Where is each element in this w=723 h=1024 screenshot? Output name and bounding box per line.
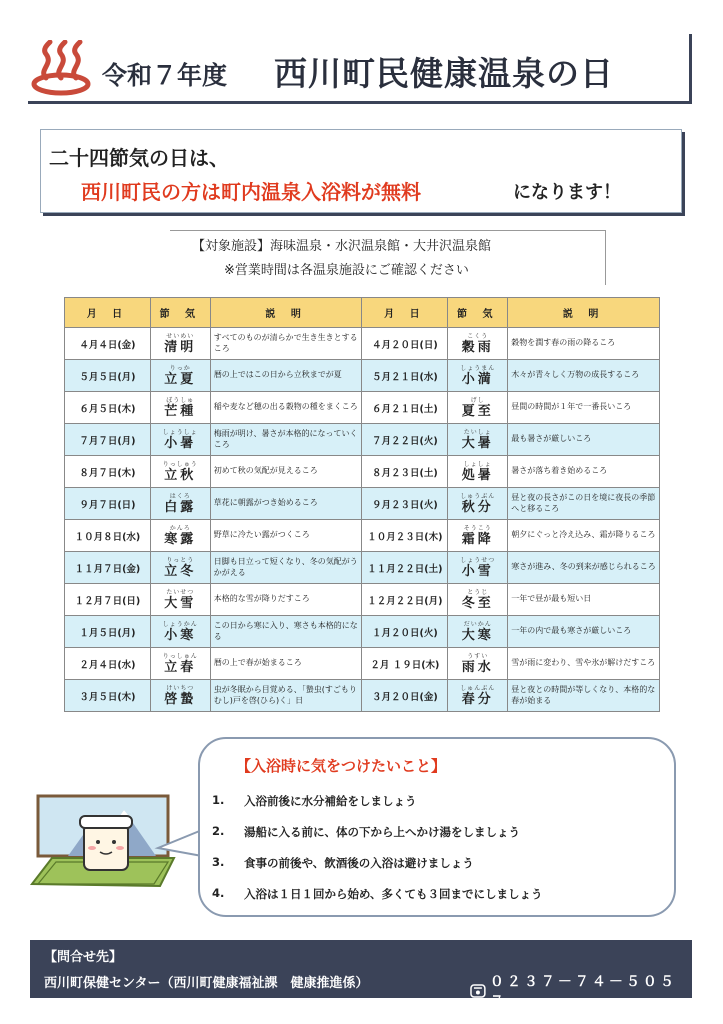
term-description xyxy=(210,392,362,424)
term-cell xyxy=(150,552,210,584)
term-name: 夏至 xyxy=(461,403,494,419)
term-date xyxy=(65,424,151,456)
term-date xyxy=(362,648,448,680)
term-description xyxy=(210,552,362,584)
term-date xyxy=(362,488,448,520)
term-description xyxy=(210,424,362,456)
col-term: 節 気 xyxy=(448,298,508,328)
term-description xyxy=(508,456,660,488)
term-description xyxy=(508,392,660,424)
description-text: 初めて秋の気配が見えるころ xyxy=(213,466,318,476)
term-cell xyxy=(150,360,210,392)
table-row xyxy=(65,488,660,520)
date-text: ５月５日(月) xyxy=(79,371,136,383)
list-item xyxy=(212,793,543,824)
term-name: 雨水 xyxy=(461,659,494,675)
date-text: ４月４日(金) xyxy=(79,339,136,351)
table-row xyxy=(65,456,660,488)
term-name: 大暑 xyxy=(461,435,494,451)
term-cell xyxy=(150,392,210,424)
term-date xyxy=(362,520,448,552)
term-description xyxy=(508,360,660,392)
item-number: 3. xyxy=(212,855,225,869)
term-reading: たいせつ xyxy=(166,588,195,596)
table-row xyxy=(65,648,660,680)
description-text: 暦の上ではこの日から立秋までが夏 xyxy=(213,370,342,380)
date-text: ２月４日(水) xyxy=(79,659,136,671)
term-cell xyxy=(448,616,508,648)
list-item xyxy=(212,855,543,886)
col-desc: 説 明 xyxy=(210,298,362,328)
term-description xyxy=(210,680,362,712)
hot-spring-icon xyxy=(28,40,98,96)
list-item xyxy=(212,886,543,917)
item-number: 4. xyxy=(212,886,225,900)
term-cell xyxy=(150,488,210,520)
term-reading: ぼうしゅ xyxy=(166,396,195,404)
term-name: 大寒 xyxy=(461,627,494,643)
date-text: ８月２３日(土) xyxy=(372,467,438,479)
table-row xyxy=(65,424,660,456)
term-cell xyxy=(448,648,508,680)
term-cell xyxy=(448,488,508,520)
item-text: 入浴は１日１回から始め、多くても３回までにしましょう xyxy=(244,887,543,901)
date-text: １月２０日(火) xyxy=(372,627,438,639)
description-text: 昼と夜との時間が等しくなり、本格的な春が始まる xyxy=(511,684,656,705)
term-name: 啓蟄 xyxy=(164,691,197,707)
date-text: １２月２２日(月) xyxy=(367,595,443,607)
col-term: 節 気 xyxy=(150,298,210,328)
date-text: ６月２１日(土) xyxy=(372,403,438,415)
term-name: 霜降 xyxy=(461,531,494,547)
term-description xyxy=(508,584,660,616)
description-text: 朝夕にぐっと冷え込み、霜が降りるころ xyxy=(511,530,656,540)
contact-organization: 西川町保健センター（西川町健康福祉課 健康推進係） xyxy=(44,976,369,991)
contact-footer xyxy=(30,940,692,1010)
term-name: 清明 xyxy=(164,339,197,355)
title-header xyxy=(28,34,692,104)
term-reading: はくろ xyxy=(169,492,191,500)
facility-note: ※営業時間は各温泉施設にご確認ください xyxy=(224,263,469,278)
term-cell xyxy=(448,552,508,584)
term-date xyxy=(65,328,151,360)
term-date xyxy=(362,392,448,424)
description-text: 暑さが落ち着き始めるころ xyxy=(511,466,608,476)
date-text: ２月 １９日(木) xyxy=(370,659,440,671)
term-description xyxy=(508,648,660,680)
date-text: ７月７日(月) xyxy=(79,435,136,447)
term-description xyxy=(508,488,660,520)
description-text: 一年の内で最も寒さが厳しいころ xyxy=(511,626,632,636)
term-cell xyxy=(150,584,210,616)
term-cell xyxy=(448,360,508,392)
term-name: 小満 xyxy=(461,371,494,387)
description-text: 暦の上で春が始まるころ xyxy=(213,658,302,668)
term-description xyxy=(508,424,660,456)
col-desc: 説 明 xyxy=(508,298,660,328)
description-text: 草花に朝露がつき始めるころ xyxy=(213,498,318,508)
description-text: 最も暑さが厳しいころ xyxy=(511,434,592,444)
term-date xyxy=(65,584,151,616)
table-row xyxy=(65,616,660,648)
term-name: 処暑 xyxy=(461,467,494,483)
description-text: 日脚も日立って短くなり、冬の気配がうかがえる xyxy=(213,556,358,577)
term-name: 秋分 xyxy=(461,499,494,515)
page-title: 西川町民健康温泉の日 xyxy=(274,54,614,93)
date-text: ４月２０日(日) xyxy=(372,339,438,351)
date-text: ９月７日(日) xyxy=(79,499,136,511)
date-text: ３月２０日(金) xyxy=(372,691,438,703)
contact-phone xyxy=(470,971,692,1011)
term-description xyxy=(210,456,362,488)
term-date xyxy=(65,360,151,392)
term-date xyxy=(362,584,448,616)
term-name: 立夏 xyxy=(164,371,197,387)
date-text: ３月５日(木) xyxy=(79,691,136,703)
term-cell xyxy=(150,616,210,648)
term-cell xyxy=(150,424,210,456)
term-description xyxy=(508,520,660,552)
term-reading: りっしゅう xyxy=(162,460,198,468)
term-reading: しゅんぶん xyxy=(460,684,496,692)
description-text: この日から寒に入り、寒さも本格的になる xyxy=(213,620,358,641)
term-date xyxy=(65,680,151,712)
free-bath-banner xyxy=(40,129,682,213)
term-date xyxy=(65,648,151,680)
term-date xyxy=(362,456,448,488)
solar-terms-table xyxy=(64,297,660,712)
date-text: ９月２３日(火) xyxy=(372,499,438,511)
term-reading: こくう xyxy=(467,332,489,340)
term-description xyxy=(210,616,362,648)
date-text: １０月２３日(木) xyxy=(367,531,443,543)
term-reading: しょうかん xyxy=(162,620,198,628)
term-date xyxy=(65,552,151,584)
list-item xyxy=(212,824,543,855)
table-row xyxy=(65,520,660,552)
contact-heading: 【問合せ先】 xyxy=(44,950,123,965)
description-text: 昼間の時間が１年で一番長いころ xyxy=(511,402,632,412)
term-description xyxy=(210,520,362,552)
term-reading: りっか xyxy=(169,364,191,372)
table-row xyxy=(65,328,660,360)
date-text: ５月２１日(水) xyxy=(372,371,438,383)
banner-line-1: 二十四節気の日は、 xyxy=(49,146,229,170)
term-reading: かんろ xyxy=(169,524,191,532)
term-name: 白露 xyxy=(164,499,197,515)
term-name: 大雪 xyxy=(164,595,197,611)
term-cell xyxy=(448,584,508,616)
term-name: 立春 xyxy=(164,659,197,675)
term-description xyxy=(508,680,660,712)
item-number: 2. xyxy=(212,824,225,838)
term-date xyxy=(65,488,151,520)
date-text: １月５日(月) xyxy=(79,627,136,639)
term-date xyxy=(362,680,448,712)
table-row xyxy=(65,360,660,392)
term-cell xyxy=(448,424,508,456)
term-cell xyxy=(448,680,508,712)
term-name: 小暑 xyxy=(164,435,197,451)
term-cell xyxy=(150,328,210,360)
term-date xyxy=(65,456,151,488)
description-text: 雪が雨に変わり、雪や氷が解けだすころ xyxy=(511,658,656,668)
table-row xyxy=(65,584,660,616)
facility-info xyxy=(170,230,606,285)
term-cell xyxy=(448,328,508,360)
description-text: 梅雨が明け、暑さが本格的になっていくころ xyxy=(213,428,358,449)
description-text: 野草に冷たい露がつくころ xyxy=(213,530,310,540)
term-description xyxy=(210,648,362,680)
description-text: 昼と夜の長さがこの日を境に夜長の季節へと移るころ xyxy=(511,492,656,513)
facility-list: 【対象施設】海味温泉・水沢温泉館・大井沢温泉館 xyxy=(192,239,492,254)
term-name: 立秋 xyxy=(164,467,197,483)
col-date: 月 日 xyxy=(362,298,448,328)
term-cell xyxy=(448,456,508,488)
term-reading: しゅうぶん xyxy=(460,492,496,500)
term-reading: そうこう xyxy=(463,524,492,532)
table-row xyxy=(65,680,660,712)
description-text: 本格的な雪が降りだすころ xyxy=(213,594,310,604)
banner-line-2: 西川町民の方は町内温泉入浴料が無料 xyxy=(81,180,421,204)
term-cell xyxy=(150,648,210,680)
term-cell xyxy=(150,456,210,488)
term-name: 寒露 xyxy=(164,531,197,547)
description-text: 穀物を潤す春の雨の降るころ xyxy=(511,338,616,348)
item-text: 食事の前後や、飲酒後の入浴は避けましょう xyxy=(244,856,474,870)
term-date xyxy=(362,360,448,392)
item-number: 1. xyxy=(212,793,225,807)
date-text: １１月２２日(土) xyxy=(367,563,443,575)
term-date xyxy=(65,616,151,648)
term-name: 冬至 xyxy=(461,595,494,611)
term-date xyxy=(65,392,151,424)
table-header-row xyxy=(65,298,660,328)
description-text: 虫が冬眠から目覚める、「蟄虫(すごもりむし)戸を啓(ひら)く」日 xyxy=(213,684,357,705)
description-text: 寒さが進み、冬の到来が感じられるころ xyxy=(511,562,656,572)
term-reading: げし xyxy=(470,396,485,404)
date-text: １０月８日(水) xyxy=(74,531,141,543)
item-text: 湯船に入る前に、体の下から上へかけ湯をしましょう xyxy=(244,825,520,839)
term-reading: しょうしょ xyxy=(162,428,198,436)
banner-line-3: になります！ xyxy=(513,182,621,203)
term-description xyxy=(508,328,660,360)
term-description xyxy=(508,552,660,584)
term-cell xyxy=(150,520,210,552)
term-name: 小雪 xyxy=(461,563,494,579)
caution-list xyxy=(212,793,543,917)
term-date xyxy=(362,616,448,648)
term-reading: だいかん xyxy=(463,620,492,628)
fiscal-year: 令和７年度 xyxy=(102,61,228,90)
term-description xyxy=(508,616,660,648)
table-row xyxy=(65,392,660,424)
item-text: 入浴前後に水分補給をしましょう xyxy=(244,794,417,808)
date-text: ７月２２日(火) xyxy=(372,435,438,447)
term-description xyxy=(210,488,362,520)
term-name: 春分 xyxy=(461,691,494,707)
term-cell xyxy=(448,520,508,552)
term-date xyxy=(362,424,448,456)
caution-title: 【入浴時に気をつけたいこと】 xyxy=(236,757,447,775)
description-text: 一年で昼が最も短い日 xyxy=(511,594,592,604)
term-reading: りっしゅん xyxy=(162,652,198,660)
term-date xyxy=(362,328,448,360)
term-reading: うすい xyxy=(467,652,489,660)
term-cell xyxy=(150,680,210,712)
term-name: 穀雨 xyxy=(461,339,494,355)
term-description xyxy=(210,584,362,616)
term-date xyxy=(362,552,448,584)
caution-bubble xyxy=(198,737,676,917)
date-text: １１月７日(金) xyxy=(74,563,141,575)
description-text: 木々が青々しく万物の成長するころ xyxy=(511,370,640,380)
telephone-icon xyxy=(470,984,486,998)
date-text: ６月５日(木) xyxy=(79,403,136,415)
term-name: 芒種 xyxy=(164,403,197,419)
term-date xyxy=(65,520,151,552)
term-reading: しょしょ xyxy=(463,460,492,468)
description-text: 稲や麦など穂の出る穀物の種をまくころ xyxy=(213,402,358,412)
term-description xyxy=(210,360,362,392)
term-reading: けいちつ xyxy=(166,684,195,692)
description-text: すべてのものが清らかで生き生きとするころ xyxy=(213,332,358,353)
date-text: １２月７日(日) xyxy=(74,595,141,607)
col-date: 月 日 xyxy=(65,298,151,328)
table-row xyxy=(65,552,660,584)
phone-number: ０２３７－７４－５０５７ xyxy=(489,974,677,1010)
term-name: 立冬 xyxy=(164,563,197,579)
term-reading: しょうせつ xyxy=(460,556,496,564)
term-reading: りっとう xyxy=(166,556,195,564)
term-reading: たいしょ xyxy=(463,428,492,436)
term-cell xyxy=(448,392,508,424)
term-reading: しょうまん xyxy=(460,364,496,372)
term-description xyxy=(210,328,362,360)
date-text: ８月７日(木) xyxy=(79,467,136,479)
term-reading: とうじ xyxy=(467,588,489,596)
speech-bubble-tail xyxy=(154,822,204,862)
term-name: 小寒 xyxy=(164,627,197,643)
term-reading: せいめい xyxy=(166,332,195,340)
